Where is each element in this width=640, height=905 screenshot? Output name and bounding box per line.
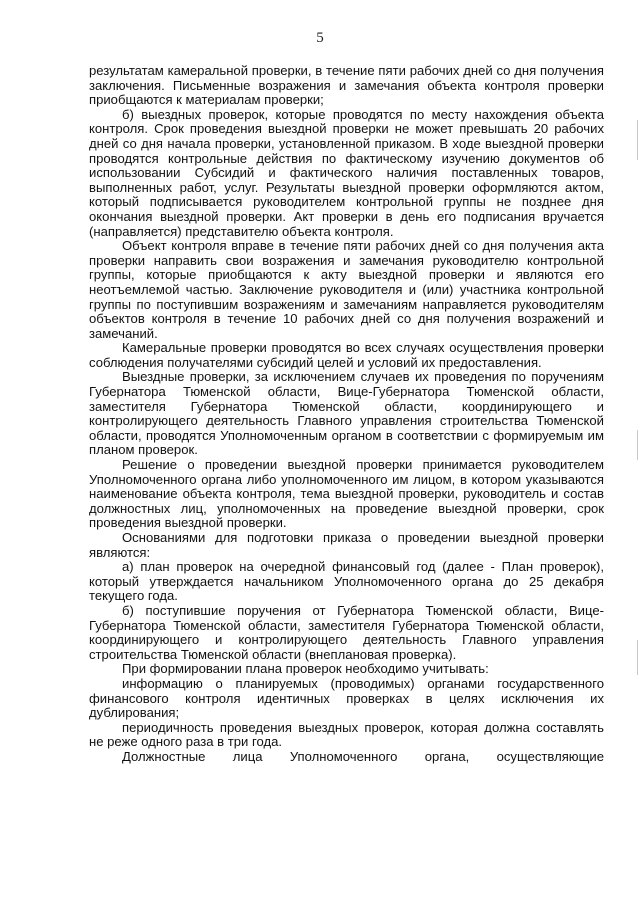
paragraph-objections: Объект контроля вправе в течение пяти рабочих дней со дня получения акта проверки направить свои возражения и замечания руководителю контрольной группы, которые приобщаются к акту выездной проверки и являются его неотъемлемой частью. Заключение руководителя и (или) участника контрольной группы по поступившим возражениям и замечаниям направляется руководителям объектов контроля в течение 10 рабочих дней со дня получения возражений и замечаний. — [89, 238, 604, 341]
paragraph-officials: Должностные лица Уполномоченного органа, осуществляющие — [122, 748, 604, 764]
paragraph-desk-inspections: Камеральные проверки проводятся во всех случаях осуществления проверки соблюдения получателями субсидий целей и условий их предоставления. — [89, 340, 604, 370]
paragraph-consideration-frequency: периодичность проведения выездных проверок, которая должна составлять не реже одного раза в три года. — [89, 719, 604, 750]
paragraph-inspection-decision: Решение о проведении выездной проверки принимается руководителем Уполномоченного органа либо уполномоченного им лицом, в котором указываются наименование объекта контроля, тема выездной проверки, руководитель и состав должностных лиц, уполномоченных на проведение выездной проверки, срок проведения выездной проверки. — [89, 457, 604, 531]
paragraph-grounds-intro: Основаниями для подготовки приказа о проведении выездной проверки являются: — [89, 530, 604, 560]
paragraph-field-inspections: б) выездных проверок, которые проводятся по месту нахождения объекта контроля. Срок проведения выездной проверки не может превышать 20 рабочих дней со дня начала проверки, установленной приказом. В ходе выездной проверки проводятся контрольные действия по фактическому изучению документов об использовании Субсидий и фактического наличия поставленных товаров, выполненных работ, услуг. Результаты выездной проверки оформляются актом, который подписывается руководителем контрольной группы не позднее дня окончания выездной проверки. Акт проверки в день его подписания вручается (направляется) представителю объекта контроля. — [89, 106, 604, 239]
scan-edge-mark — [637, 430, 638, 460]
scan-edge-mark — [637, 120, 638, 160]
paragraph-continuation: результатам камеральной проверки, в течение пяти рабочих дней со дня получения заключения. Письменные возражения и замечания объекта контроля проверки приобщаются к материалам проверки; — [89, 63, 604, 108]
paragraph-ground-a: а) план проверок на очередной финансовый год (далее - План проверок), который утверждается начальником Уполномоченного органа до 25 декабря текущего года. — [89, 559, 604, 604]
document-body — [89, 64, 604, 765]
paragraph-plan-considerations: При формировании плана проверок необходимо учитывать: — [122, 661, 489, 677]
paragraph-consideration-info: информацию о планируемых (проводимых) органами государственного финансового контроля идентичных проверках в целях исключения их дублирования; — [89, 675, 604, 721]
page-number: 5 — [316, 30, 324, 46]
scan-edge-mark — [637, 640, 638, 675]
paragraph-ground-b: б) поступившие поручения от Губернатора Тюменской области, Вице-Губернатора Тюменской области, заместителя Губернатора Тюменской области, координирующего и контролирующего деятельность Главного управления строительства Тюменской области (внеплановая проверка). — [89, 602, 604, 662]
paragraph-field-inspections-plan: Выездные проверки, за исключением случаев их проведения по поручениям Губернатора Тюменской области, Вице-Губернатора Тюменской области, заместителя Губернатора Тюменской области, координирующего и контролирующего деятельность Главного управления строительства Тюменской области, проводятся Уполномоченным органом в соответствии с формируемым им планом проверок. — [89, 369, 604, 458]
